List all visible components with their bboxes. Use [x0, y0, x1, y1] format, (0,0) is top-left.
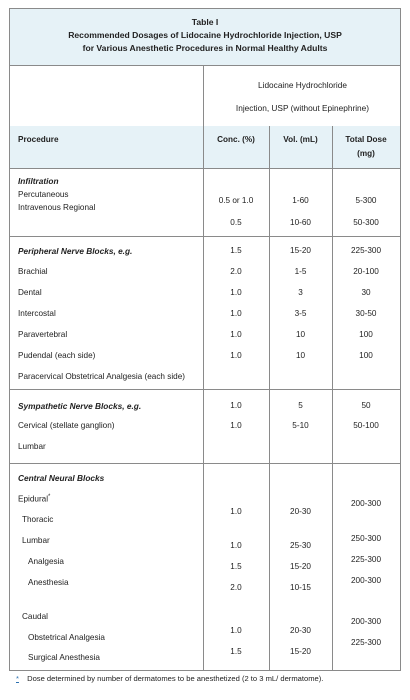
- cell-vol: 10: [295, 330, 306, 339]
- row-label-intercostal: Intercostal: [18, 309, 56, 318]
- cell-conc: 1.5: [230, 562, 242, 571]
- table-title: [10, 9, 400, 66]
- row-label-analgesia: Analgesia: [28, 557, 64, 566]
- row-label-intravenous-regional: Intravenous Regional: [18, 203, 96, 212]
- dosage-table: [9, 8, 401, 671]
- group-header-cell: [203, 66, 401, 126]
- row-label-paravertebral: Paravertebral: [18, 330, 68, 339]
- cell-conc: 1.0: [230, 330, 242, 339]
- row-label-dental: Dental: [18, 288, 42, 297]
- section-heading-infiltration: Infiltration: [18, 176, 59, 186]
- epidural-footnote-mark: *: [48, 494, 51, 500]
- cell-vol: 20-30: [290, 507, 311, 516]
- section-heading-sympathetic: Sympathetic Nerve Blocks, e.g.: [18, 401, 142, 411]
- cell-dose: 50-300: [353, 218, 379, 227]
- group-header-line1: Lidocaine Hydrochloride: [257, 80, 347, 90]
- cell-dose: 30-50: [355, 309, 377, 318]
- cell-vol: 5-10: [292, 421, 309, 430]
- footnote: [16, 674, 323, 683]
- cell-conc: 2.0: [230, 267, 242, 276]
- section-sympathetic-nerve-blocks: [10, 389, 400, 464]
- cell-dose: 100: [359, 351, 373, 360]
- cell-dose: 200-300: [350, 617, 382, 626]
- section-heading-central: Central Neural Blocks: [18, 473, 105, 483]
- cell-dose: 225-300: [350, 246, 382, 255]
- cell-dose: 250-300: [350, 534, 382, 543]
- row-label-caudal: Caudal: [22, 612, 48, 621]
- cell-vol: 3-5: [294, 309, 307, 318]
- table-title-line1: Table I: [191, 17, 219, 27]
- cell-conc: 1.5: [230, 647, 242, 656]
- row-label-epidural: [18, 494, 50, 504]
- cell-vol: 1-5: [294, 267, 307, 276]
- row-label-lumbar: Lumbar: [22, 536, 50, 545]
- col-header-conc: Conc. (%): [217, 135, 255, 144]
- cell-dose: 225-300: [350, 638, 382, 647]
- cell-vol: 3: [298, 288, 303, 297]
- cell-dose: 20-100: [353, 267, 379, 276]
- cell-dose: 200-300: [350, 576, 382, 585]
- cell-vol: 15-20: [290, 246, 311, 255]
- row-label-cervical: Cervical (stellate ganglion): [18, 421, 115, 430]
- row-label-lumbar-sympathetic: Lumbar: [18, 442, 46, 451]
- row-label-percutaneous: Percutaneous: [18, 190, 69, 199]
- footnote-text: Dose determined by number of dermatomes to be anesthetized (2 to 3 mL/ dermatome).: [27, 674, 324, 683]
- cell-vol: 25-30: [290, 541, 311, 550]
- cell-vol: 10-60: [290, 218, 311, 227]
- row-label-pudendal: Pudendal (each side): [18, 351, 96, 360]
- cell-vol: 10: [295, 351, 306, 360]
- cell-dose: 30: [361, 288, 371, 297]
- cell-vol: 20-30: [290, 626, 311, 635]
- cell-conc: 2.0: [230, 583, 242, 592]
- col-header-dose-line2: (mg): [357, 149, 375, 158]
- section-infiltration: [10, 168, 400, 237]
- cell-conc: 1.5: [230, 246, 242, 255]
- col-header-vol: Vol. (mL): [283, 135, 318, 144]
- row-label-surgical-anesthesia: Surgical Anesthesia: [28, 653, 100, 662]
- section-peripheral-nerve-blocks: [10, 236, 400, 390]
- row-label-brachial: Brachial: [18, 267, 48, 276]
- row-label-paracervical: Paracervical Obstetrical Analgesia (each side): [18, 372, 186, 381]
- col-header-dose-line1: Total Dose: [345, 135, 387, 144]
- cell-conc: 1.0: [230, 288, 242, 297]
- cell-conc: 1.0: [230, 309, 242, 318]
- footnote-marker-link[interactable]: *: [16, 674, 19, 683]
- cell-vol: 1-60: [292, 196, 309, 205]
- cell-vol: 15-20: [290, 562, 311, 571]
- cell-conc: 1.0: [230, 401, 242, 410]
- cell-dose: 50-100: [353, 421, 379, 430]
- cell-dose: 225-300: [350, 555, 382, 564]
- cell-conc: 1.0: [230, 351, 242, 360]
- cell-dose: 100: [359, 330, 373, 339]
- table-title-line3: for Various Anesthetic Procedures in Normal Healthy Adults: [82, 43, 328, 53]
- epidural-text: Epidural: [18, 494, 49, 504]
- cell-vol: 10-15: [290, 583, 311, 592]
- section-central-neural-blocks: [10, 463, 400, 670]
- cell-conc: 1.0: [230, 507, 242, 516]
- cell-conc: 1.0: [230, 541, 242, 550]
- cell-conc: 0.5: [230, 218, 242, 227]
- cell-vol: 5: [298, 401, 303, 410]
- cell-vol: 15-20: [290, 647, 311, 656]
- cell-dose: 5-300: [355, 196, 377, 205]
- cell-conc: 1.0: [230, 421, 242, 430]
- section-heading-peripheral: Peripheral Nerve Blocks, e.g.: [18, 246, 133, 256]
- row-label-anesthesia: Anesthesia: [28, 578, 69, 587]
- col-header-procedure: Procedure: [18, 135, 59, 144]
- table-title-line2: Recommended Dosages of Lidocaine Hydrochloride Injection, USP: [68, 30, 342, 40]
- group-header-line2: Injection, USP (without Epinephrine): [235, 103, 370, 113]
- cell-dose: 50: [361, 401, 371, 410]
- cell-dose: 200-300: [350, 499, 382, 508]
- column-header-row: [10, 126, 400, 169]
- group-header-row: [10, 66, 400, 127]
- cell-conc: 0.5 or 1.0: [218, 196, 254, 205]
- row-label-thoracic: Thoracic: [22, 515, 54, 524]
- row-label-obstetrical-analgesia: Obstetrical Analgesia: [28, 633, 105, 642]
- cell-conc: 1.0: [230, 626, 242, 635]
